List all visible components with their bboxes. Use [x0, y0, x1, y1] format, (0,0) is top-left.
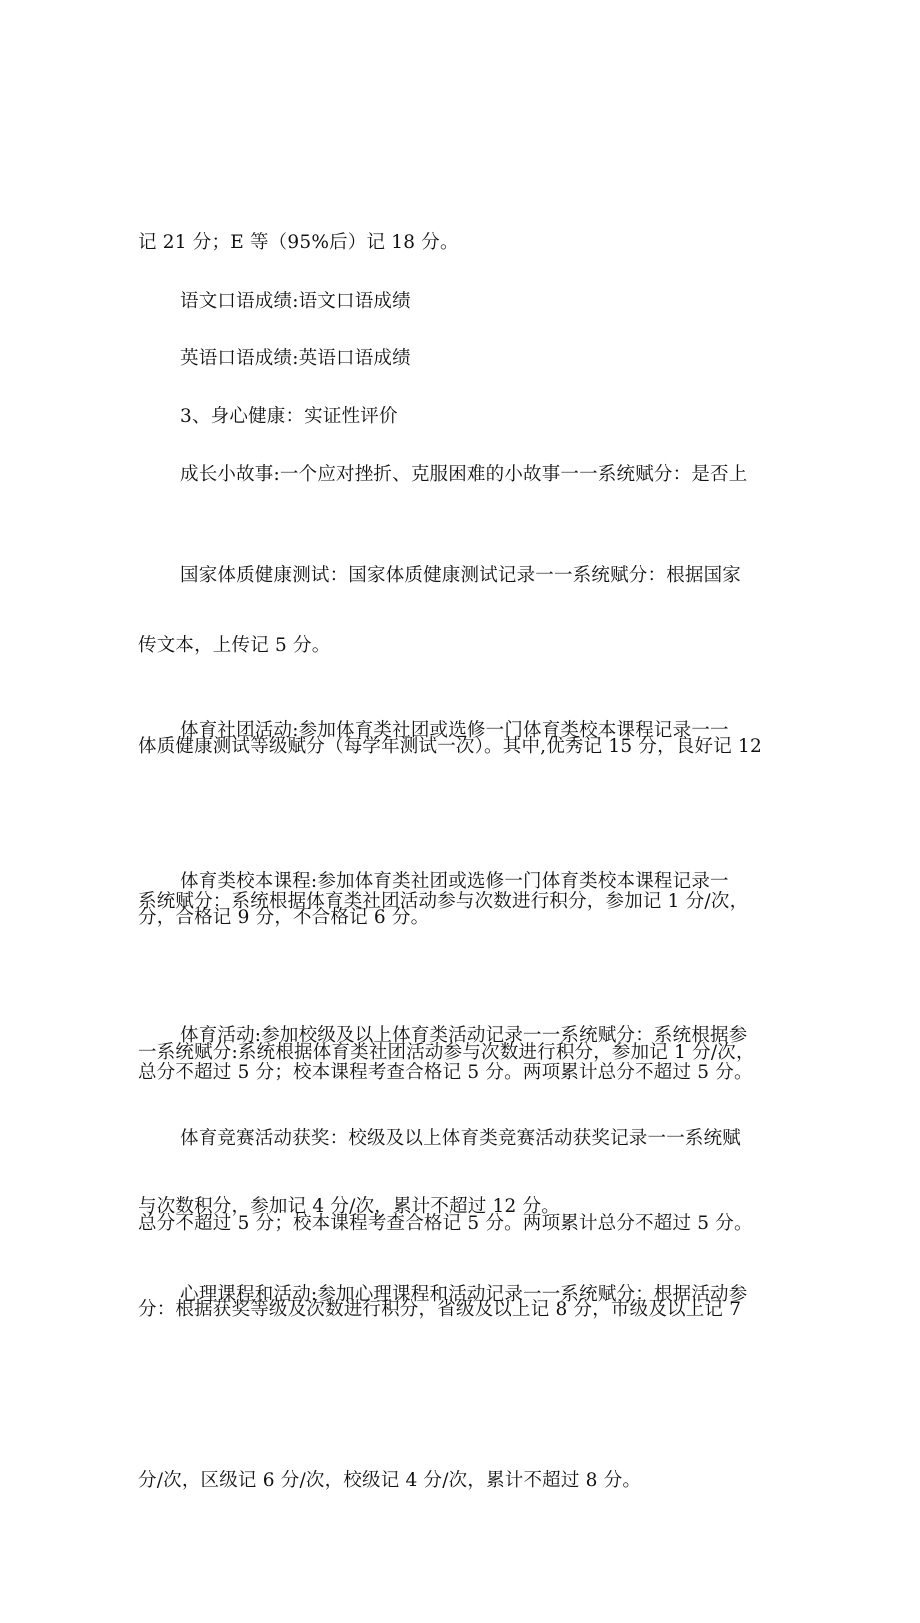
text-line: 心理课程和活动:参加心理课程和活动记录一一系统赋分：根据活动参 [180, 1284, 748, 1305]
text-line: 体育活动:参加校级及以上体育类活动记录一一系统赋分：系统根据参 [180, 1025, 748, 1046]
text-line: 体质健康测试等级赋分（每学年测试一次）。其中,优秀记 15 分，良好记 12 [138, 736, 762, 757]
text-line: 传文本，上传记 5 分。 [138, 635, 331, 656]
text-line: 分，合格记 9 分，不合格记 6 分。 [138, 907, 430, 928]
text-line: 与次数积分，参加记 4 分/次，累计不超过 12 分。 [138, 1196, 560, 1217]
text-line: 英语口语成绩:英语口语成绩 [180, 348, 411, 369]
text-line: 总分不超过 5 分；校本课程考查合格记 5 分。两项累计总分不超过 5 分。 [138, 1213, 753, 1234]
text-line: 分/次，区级记 6 分/次，校级记 4 分/次，累计不超过 8 分。 [138, 1470, 642, 1491]
text-line: 记 21 分；E 等（95%后）记 18 分。 [138, 232, 459, 253]
text-line: 3、身心健康：实证性评价 [180, 406, 398, 427]
text-line: 分：根据获奖等级及次数进行积分，省级及以上记 8 分，市级及以上记 7 [138, 1299, 742, 1320]
text-line: 系统赋分：系统根据体育类社团活动参与次数进行积分，参加记 1 分/次， [138, 891, 749, 912]
text-line: 体育竞赛活动获奖：校级及以上体育类竞赛活动获奖记录一一系统赋 [180, 1128, 742, 1149]
text-line: 成长小故事:一个应对挫折、克服困难的小故事一一系统赋分：是否上 [180, 464, 748, 485]
text-line: 体育类校本课程:参加体育类社团或选修一门体育类校本课程记录一 [180, 871, 729, 892]
paragraph-psychology-courses [138, 1152, 792, 1437]
text-line: 一系统赋分:系统根据体育类社团活动参与次数进行积分，参加记 1 分/次， [138, 1042, 755, 1063]
text-line: 语文口语成绩:语文口语成绩 [180, 291, 411, 312]
text-line: 体育社团活动:参加体育类社团或选修一门体育类校本课程记录一一 [180, 720, 729, 741]
text-line: 总分不超过 5 分；校本课程考查合格记 5 分。两项累计总分不超过 5 分。 [138, 1062, 753, 1083]
text-line: 国家体质健康测试：国家体质健康测试记录一一系统赋分：根据国家 [180, 565, 742, 586]
